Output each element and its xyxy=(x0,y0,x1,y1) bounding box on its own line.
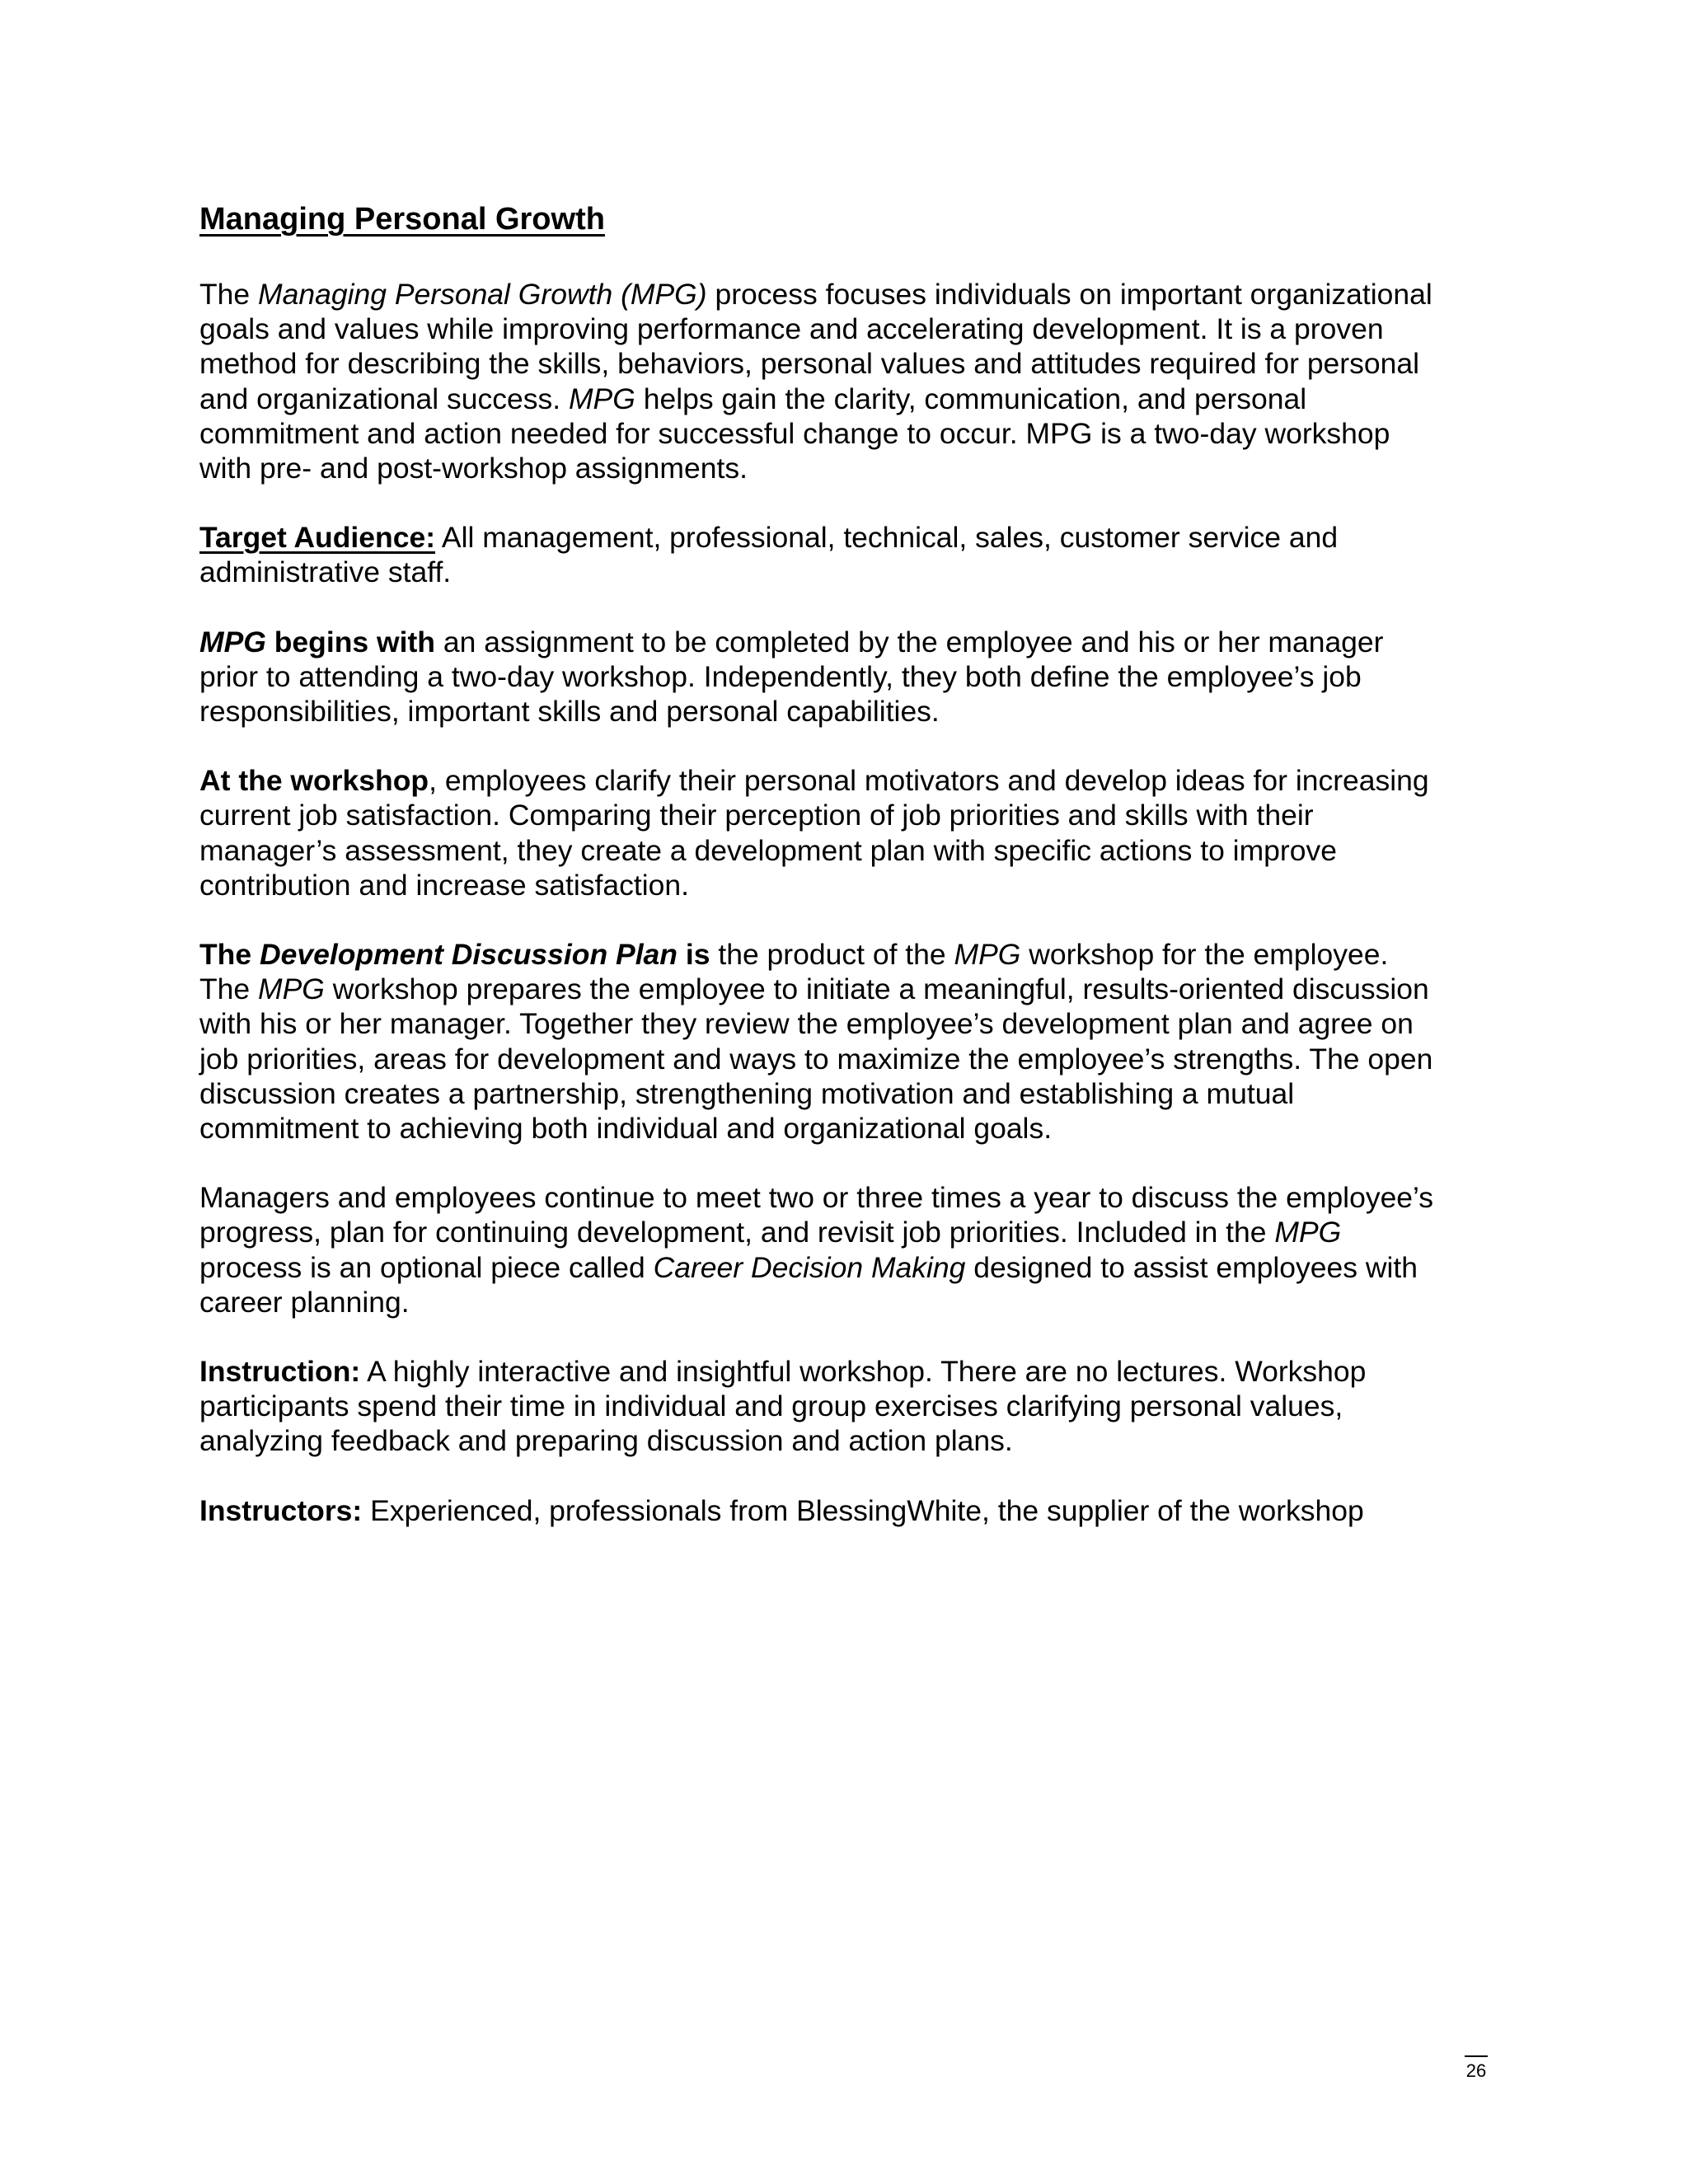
page-title: Managing Personal Growth xyxy=(199,202,605,237)
ddp-text-2: workshop for the employee. The xyxy=(199,938,1389,1006)
instructors-label: Instructors: xyxy=(199,1493,363,1527)
ddp-mpg-abbrev-2: MPG xyxy=(258,972,325,1006)
audience-text: All management, professional, technical, sales, customer service and administrative staff. xyxy=(199,521,1339,589)
page-number: 26 xyxy=(1465,2060,1487,2081)
instructors-paragraph xyxy=(199,1493,1502,1528)
begins-text: an assignment to be completed by the employee and his or her manager prior to attending a two-day workshop. Independently, they both define the employee’s job responsibilities, important skills and personal capabilities. xyxy=(199,625,1384,729)
followup-text-1: Managers and employees continue to meet two or three times a year to discuss the employee’s progress, plan for continuing development, and revisit job priorities. Included in the xyxy=(199,1181,1434,1249)
intro-text-1: The xyxy=(199,278,259,311)
followup-text-2: process is an optional piece called xyxy=(199,1250,645,1284)
workshop-text: , employees clarify their personal motivators and develop ideas for increasing current job satisfaction. Comparing their perception of job priorities and skills with their manager’s assessment, they create a development plan with specific actions to improve contribution and increase satisfaction. xyxy=(199,764,1429,902)
page-footer xyxy=(1464,2055,1489,2082)
document-body xyxy=(199,198,1502,1528)
spacer xyxy=(199,902,1502,937)
workshop-paragraph xyxy=(199,763,1502,902)
intro-mpg-abbrev: MPG xyxy=(568,382,635,415)
followup-text-3: designed to assist employees with career planning. xyxy=(199,1250,1418,1319)
instruction-paragraph xyxy=(199,1354,1502,1459)
ddp-plan-name: Development Discussion Plan xyxy=(259,938,678,972)
ddp-label-2: is xyxy=(678,938,710,972)
intro-paragraph xyxy=(199,277,1502,485)
ddp-mpg-abbrev-1: MPG xyxy=(954,938,1021,972)
ddp-text-3: workshop prepares the employee to initiate a meaningful, results-oriented discussion with his or her manager. Together they review the employee’s development plan and agree on job priorities, areas for development and ways to maximize the employee’s strengths. The open discussion creates a partnership, strengthening motivation and establishing a mutual commitment to achieving both individual and organizational goals. xyxy=(199,972,1433,1146)
page-number-rule xyxy=(1465,2055,1488,2057)
spacer xyxy=(199,1146,1502,1180)
spacer xyxy=(199,590,1502,625)
workshop-label: At the workshop xyxy=(199,764,429,798)
audience-paragraph xyxy=(199,520,1502,589)
followup-mpg-abbrev: MPG xyxy=(1274,1216,1342,1249)
instruction-label: Instruction: xyxy=(199,1355,361,1389)
instruction-text: A highly interactive and insightful workshop. There are no lectures. Workshop participants spend their time in individual and group exercises clarifying personal values, analyzing feedback and preparing discussion and action plans. xyxy=(199,1355,1367,1458)
followup-career-name: Career Decision Making xyxy=(653,1250,966,1284)
begins-mpg-abbrev: MPG xyxy=(199,625,266,658)
followup-paragraph xyxy=(199,1180,1502,1319)
ddp-label-1: The xyxy=(199,938,260,972)
begins-label: begins with xyxy=(265,625,435,658)
spacer xyxy=(199,241,1502,277)
begins-paragraph xyxy=(199,625,1502,729)
spacer xyxy=(199,1459,1502,1493)
audience-label: Target Audience: xyxy=(199,521,436,555)
instructors-text: Experienced, professionals from BlessingWhite, the supplier of the workshop xyxy=(362,1493,1364,1527)
spacer xyxy=(199,1319,1502,1354)
ddp-text-1: the product of the xyxy=(710,938,954,972)
intro-text-2: process focuses individuals on important organizational goals and values while improving performance and accelerating development. It is a proven method for describing the skills, behaviors, personal values and attitudes required for personal and organizational success. xyxy=(199,278,1432,415)
intro-text-3: helps gain the clarity, communication, and personal commitment and action needed for successful change to occur. MPG is a two-day workshop with pre- and post-workshop assignments. xyxy=(199,382,1390,485)
spacer xyxy=(199,485,1502,520)
ddp-paragraph xyxy=(199,937,1502,1146)
spacer xyxy=(199,729,1502,763)
intro-program-name: Managing Personal Growth (MPG) xyxy=(258,278,707,311)
